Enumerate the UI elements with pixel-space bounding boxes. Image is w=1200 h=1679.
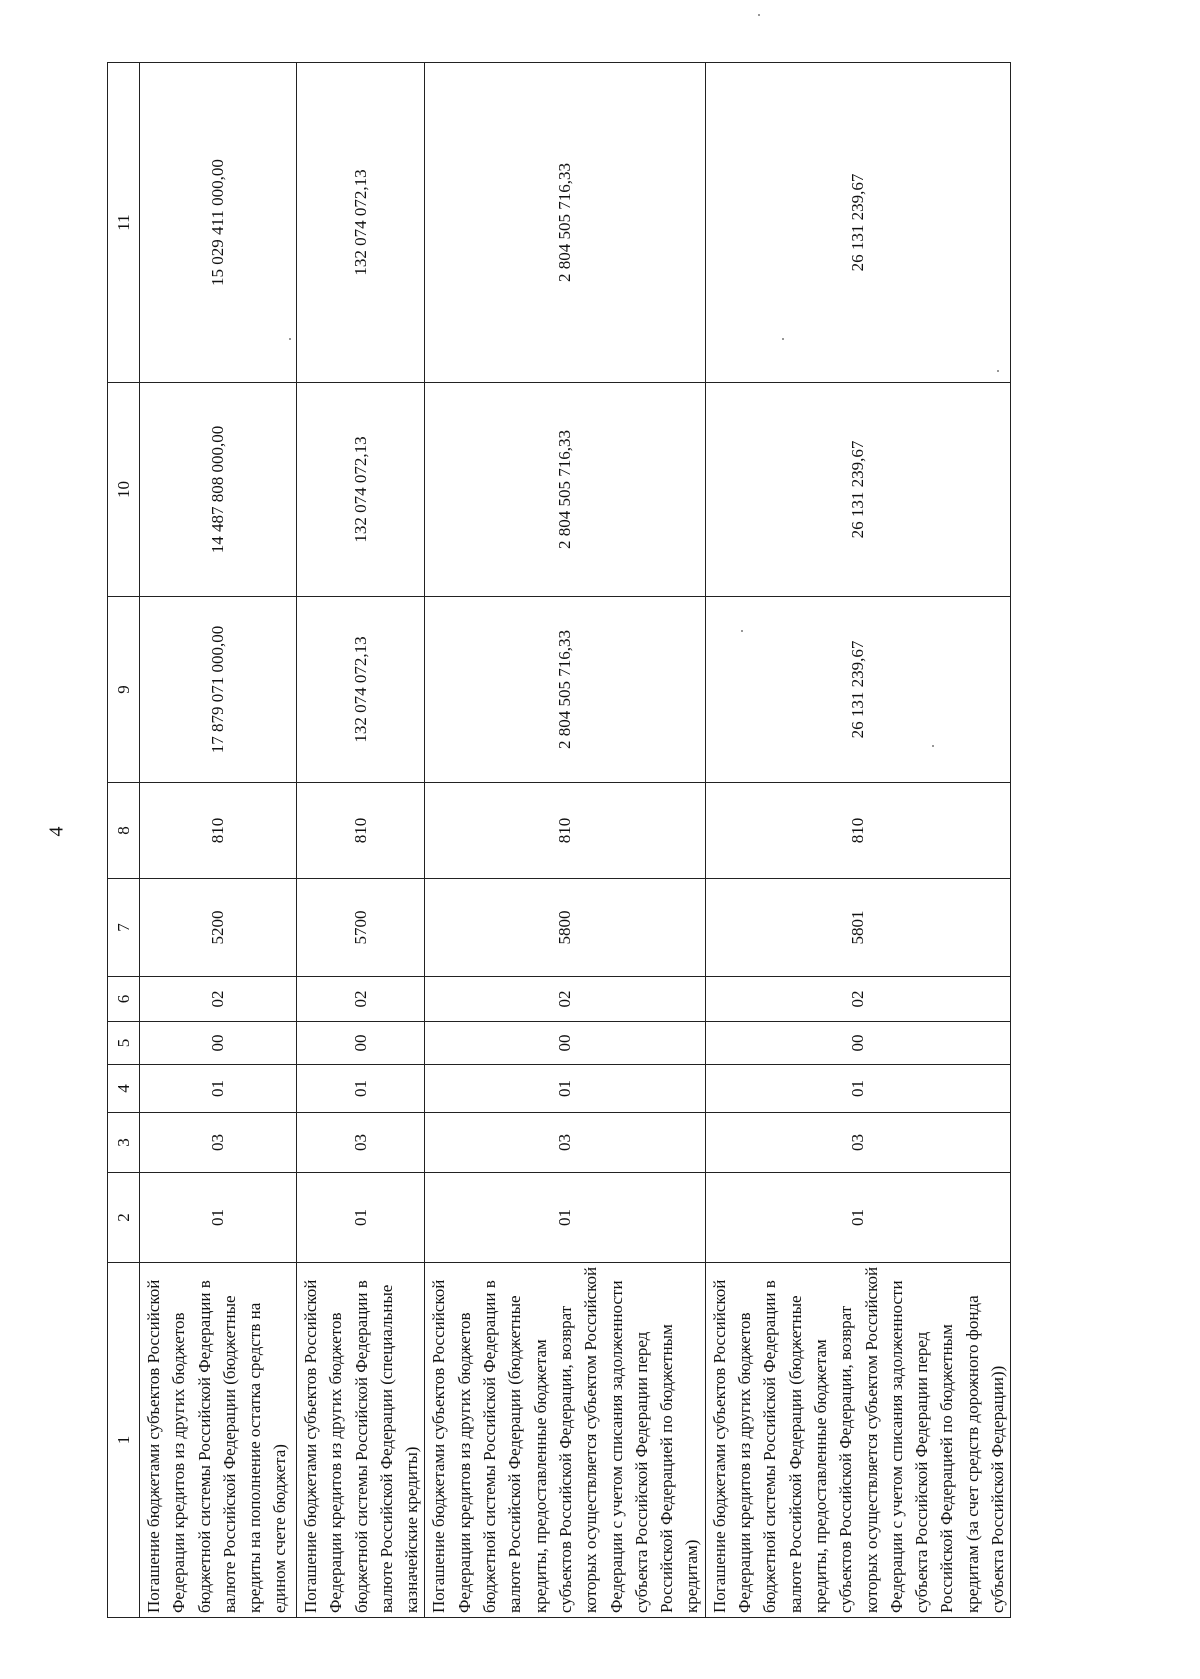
table-header-row — [108, 63, 140, 1618]
table-row — [705, 63, 1011, 1618]
table-cell: 01 — [140, 1173, 297, 1263]
table-cell: 810 — [140, 783, 297, 879]
column-header: 9 — [108, 597, 140, 783]
table-cell: 03 — [425, 1113, 705, 1173]
table-cell: 2 804 505 716,33 — [425, 383, 705, 597]
table-cell: 01 — [705, 1065, 1011, 1113]
column-header: 7 — [108, 879, 140, 977]
table-cell: 810 — [297, 783, 425, 879]
table-cell: 26 131 239,67 — [705, 383, 1011, 597]
table-cell: 5700 — [297, 879, 425, 977]
table-cell: 03 — [297, 1113, 425, 1173]
table-cell: 132 074 072,13 — [297, 597, 425, 783]
table-cell: 2 804 505 716,33 — [425, 63, 705, 383]
table-row — [297, 63, 425, 1618]
budget-table — [107, 62, 1011, 1618]
table-cell: 00 — [297, 1022, 425, 1065]
table-cell: 02 — [297, 977, 425, 1022]
column-header: 1 — [108, 1263, 140, 1618]
table-cell: 01 — [297, 1173, 425, 1263]
table-cell: 132 074 072,13 — [297, 63, 425, 383]
table-cell: 17 879 071 000,00 — [140, 597, 297, 783]
table-cell: 01 — [425, 1065, 705, 1113]
scan-speck — [932, 745, 934, 747]
table-cell: 2 804 505 716,33 — [425, 597, 705, 783]
table-cell: 01 — [705, 1173, 1011, 1263]
table-cell: 01 — [425, 1173, 705, 1263]
scan-speck — [997, 370, 999, 372]
column-header: 2 — [108, 1173, 140, 1263]
table-cell: 00 — [705, 1022, 1011, 1065]
column-header: 4 — [108, 1065, 140, 1113]
column-header: 5 — [108, 1022, 140, 1065]
table-cell: 03 — [705, 1113, 1011, 1173]
table-cell: 00 — [140, 1022, 297, 1065]
scan-speck — [741, 630, 743, 632]
page-number: 4 — [45, 826, 68, 837]
rotated-table-container — [107, 63, 1008, 1618]
table-cell: 26 131 239,67 — [705, 597, 1011, 783]
table-cell: 132 074 072,13 — [297, 383, 425, 597]
table-cell: 02 — [705, 977, 1011, 1022]
table-cell: 5200 — [140, 879, 297, 977]
table-cell: 5800 — [425, 879, 705, 977]
table-cell: 00 — [425, 1022, 705, 1065]
column-header: 6 — [108, 977, 140, 1022]
table-row — [425, 63, 705, 1618]
scan-speck — [289, 338, 291, 340]
table-cell: 01 — [297, 1065, 425, 1113]
row-description: Погашение бюджетами субъектов Российской Федерации кредитов из других бюджетов бюджетной системы Российской Федерации в валюте Российской Федерации (специальные казначейские кредиты) — [297, 1263, 425, 1618]
scan-speck — [758, 14, 760, 16]
table-cell: 02 — [140, 977, 297, 1022]
table-cell: 02 — [425, 977, 705, 1022]
column-header: 3 — [108, 1113, 140, 1173]
table-cell: 26 131 239,67 — [705, 63, 1011, 383]
scan-speck — [782, 338, 784, 340]
row-description: Погашение бюджетами субъектов Российской Федерации кредитов из других бюджетов бюджетной системы Российской Федерации в валюте Российской Федерации (бюджетные кредиты, предоставленные бюджетам субъектов Российской Федерации, возврат которых осуществляется субъектом Российской Федерации с учетом списания задолженности субъекта Российской Федерации перед Российской Федерацией по бюджетным кредитам) — [425, 1263, 705, 1618]
column-header: 11 — [108, 63, 140, 383]
table-cell: 03 — [140, 1113, 297, 1173]
table-cell: 5801 — [705, 879, 1011, 977]
row-description: Погашение бюджетами субъектов Российской Федерации кредитов из других бюджетов бюджетной системы Российской Федерации в валюте Российской Федерации (бюджетные кредиты, предоставленные бюджетам субъектов Российской Федерации, возврат которых осуществляется субъектом Российской Федерации с учетом списания задолженности субъекта Российской Федерации перед Российской Федерацией по бюджетным кредитам (за счет средств дорожного фонда субъекта Российской Федерации)) — [705, 1263, 1011, 1618]
table-row — [140, 63, 297, 1618]
table-cell: 810 — [425, 783, 705, 879]
row-description: Погашение бюджетами субъектов Российской Федерации кредитов из других бюджетов бюджетной системы Российской Федерации в валюте Российской Федерации (бюджетные кредиты на пополнение остатка средств на едином счете бюджета) — [140, 1263, 297, 1618]
column-header: 10 — [108, 383, 140, 597]
column-header: 8 — [108, 783, 140, 879]
table-cell: 14 487 808 000,00 — [140, 383, 297, 597]
table-cell: 01 — [140, 1065, 297, 1113]
table-cell: 810 — [705, 783, 1011, 879]
table-cell: 15 029 411 000,00 — [140, 63, 297, 383]
